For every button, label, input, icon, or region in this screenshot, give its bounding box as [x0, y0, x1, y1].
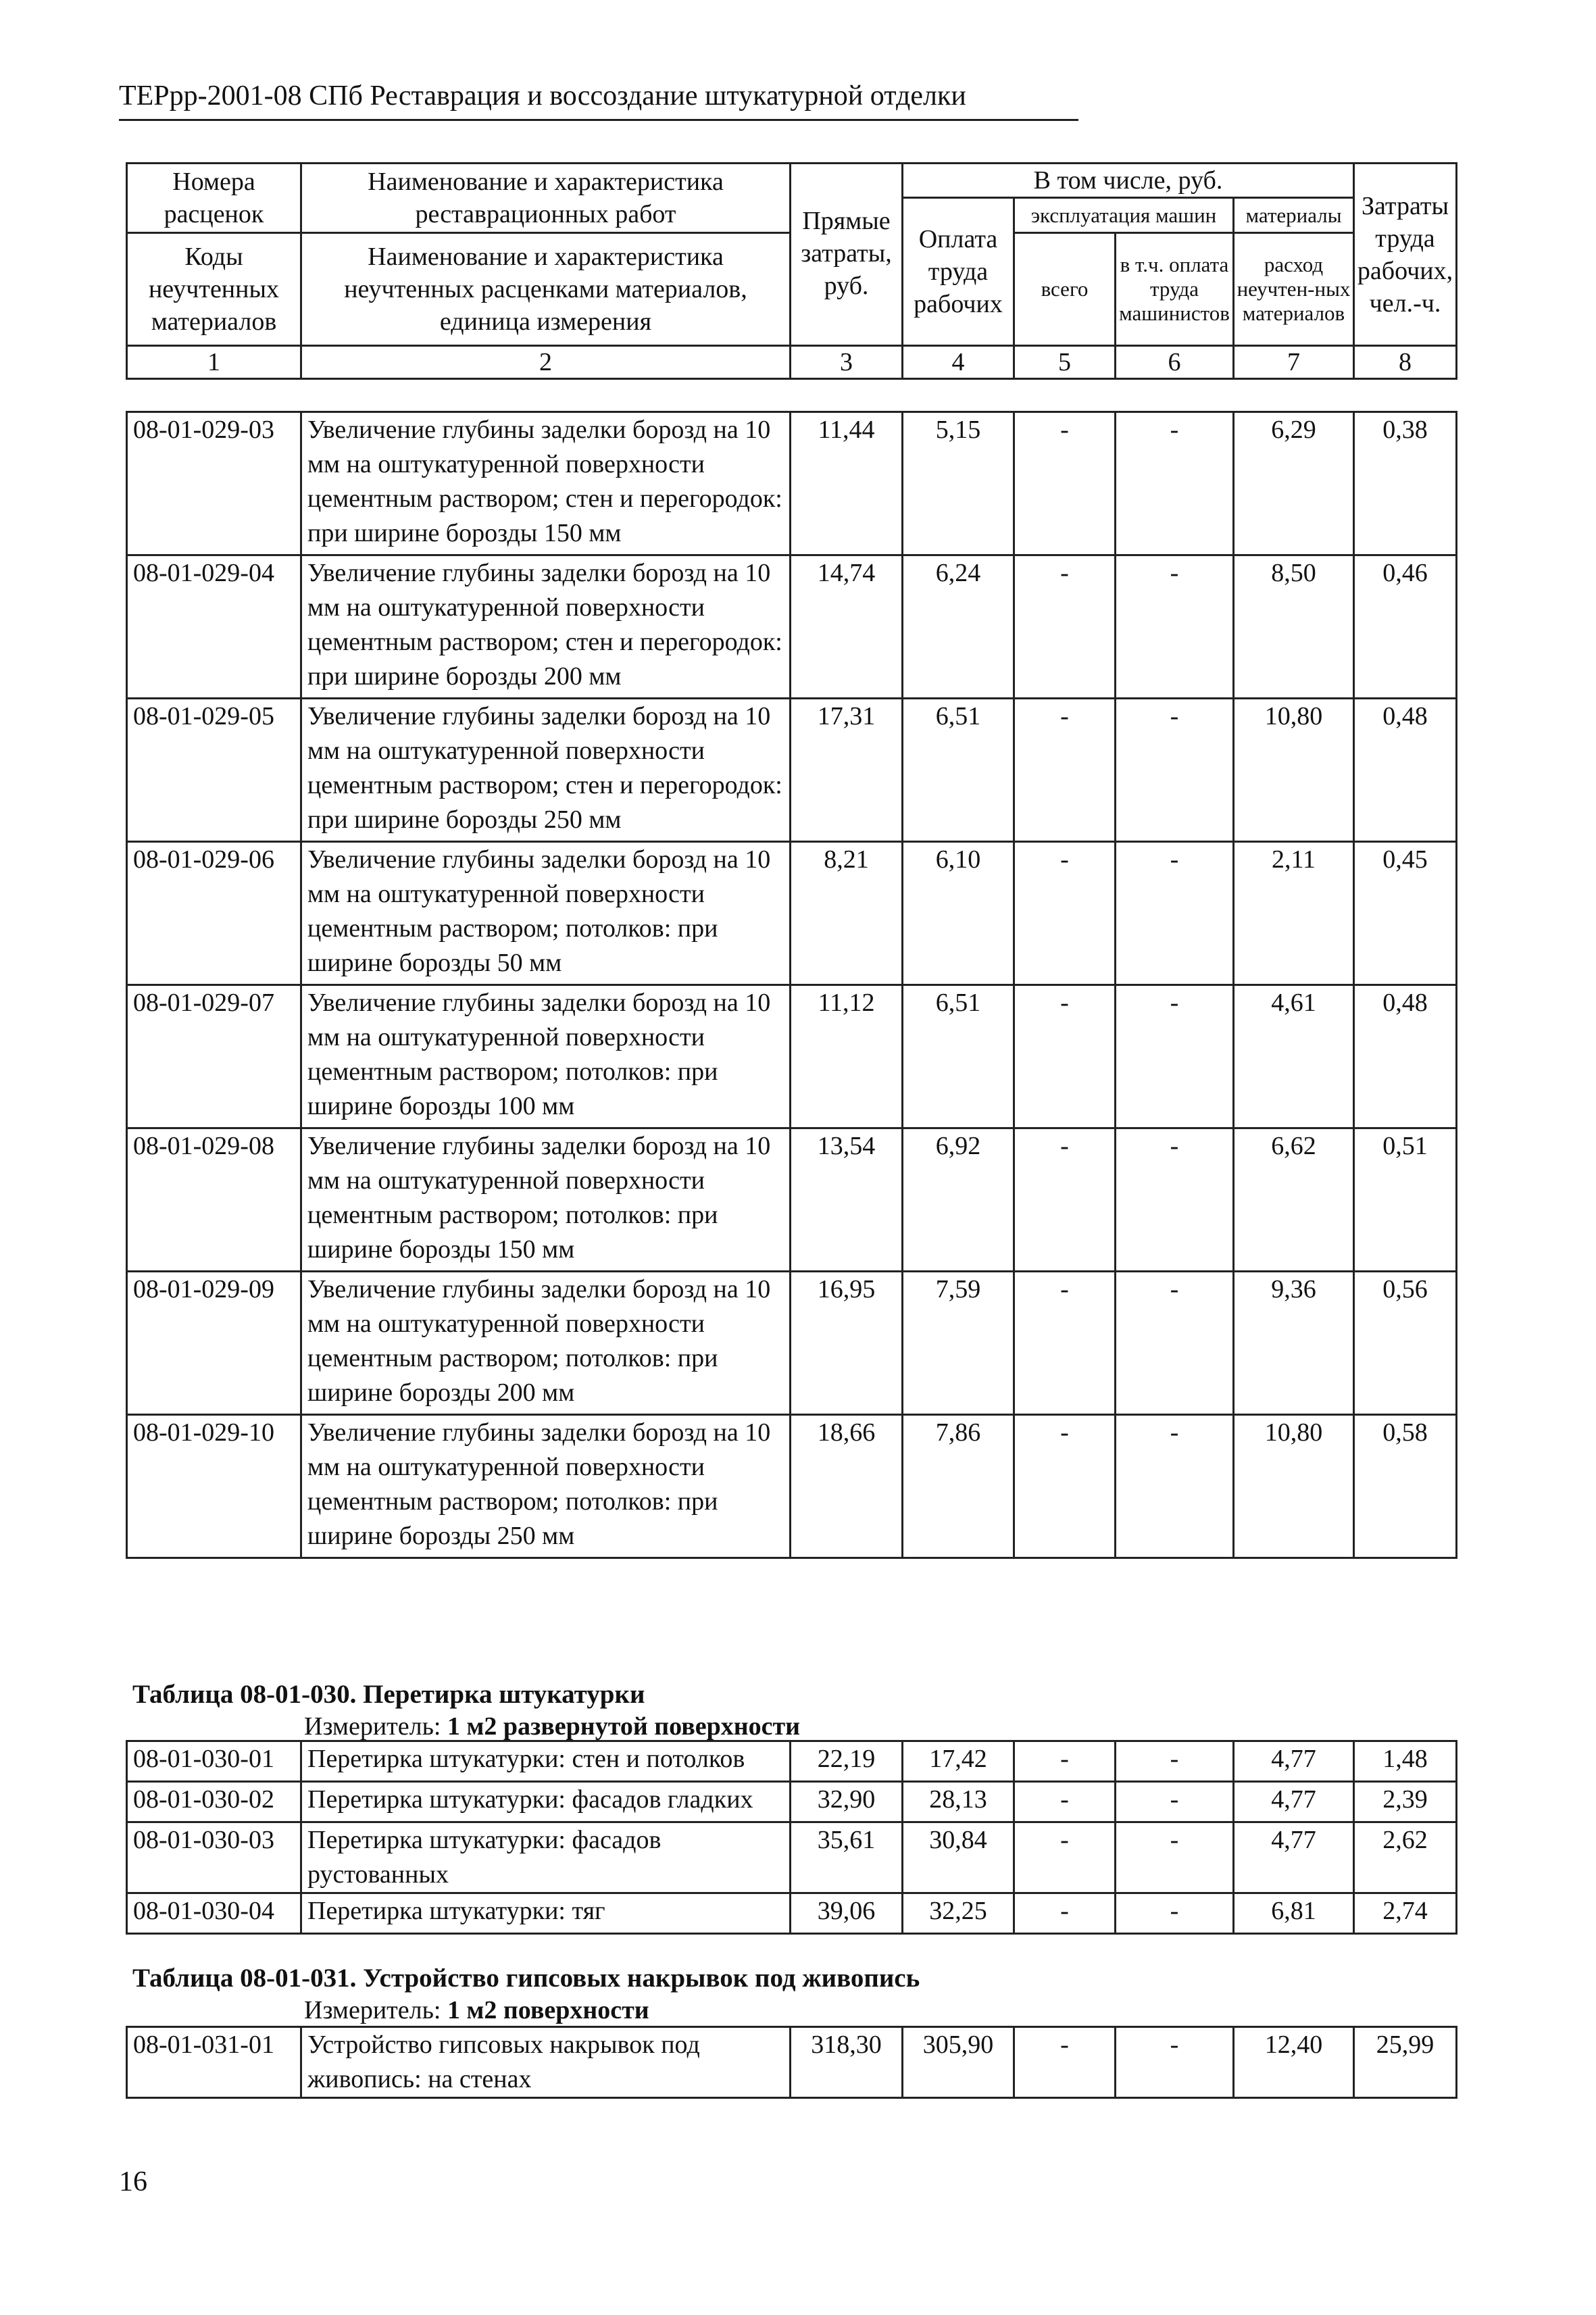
rate-code: 08-01-029-04: [127, 555, 301, 699]
machine-cost-total: -: [1014, 1822, 1116, 1893]
labor-cost: 305,90: [903, 2027, 1014, 2098]
materials-cost: 6,62: [1234, 1128, 1354, 1272]
labor-cost: 30,84: [903, 1822, 1014, 1893]
materials-cost: 4,61: [1234, 985, 1354, 1128]
table-row: [127, 1893, 1457, 1934]
machine-cost-total: -: [1014, 555, 1116, 699]
header-col1-bottom: Коды неучтенных материалов: [127, 233, 301, 346]
work-description: Увеличение глубины заделки борозд на 10 мм на оштукатуренной поверхности цементным раствором; потолков: при ширине борозды 150 мм: [301, 1128, 791, 1272]
work-description: Увеличение глубины заделки борозд на 10 мм на оштукатуренной поверхности цементным раствором; стен и перегородок: при ширине борозды 200 мм: [301, 555, 791, 699]
column-number: 2: [301, 346, 791, 379]
labor-hours: 25,99: [1354, 2027, 1457, 2098]
labor-cost: 7,59: [903, 1272, 1014, 1415]
materials-cost: 2,11: [1234, 842, 1354, 985]
running-title: ТЕРрр-2001-08 СПб Реставрация и воссоздание штукатурной отделки: [119, 76, 1078, 121]
column-number: 6: [1116, 346, 1234, 379]
materials-cost: 6,81: [1234, 1893, 1354, 1934]
table-row: [127, 555, 1457, 699]
column-number: 4: [903, 346, 1014, 379]
machine-operator-cost: -: [1116, 1822, 1234, 1893]
machine-operator-cost: -: [1116, 1893, 1234, 1934]
machine-operator-cost: -: [1116, 842, 1234, 985]
labor-cost: 6,10: [903, 842, 1014, 985]
machine-operator-cost: -: [1116, 699, 1234, 842]
labor-hours: 2,74: [1354, 1893, 1457, 1934]
table-row: [127, 842, 1457, 985]
table-row: [127, 1128, 1457, 1272]
header-col4: Оплата труда рабочих: [903, 198, 1014, 346]
work-description: Увеличение глубины заделки борозд на 10 мм на оштукатуренной поверхности цементным раствором; потолков: при ширине борозды 100 мм: [301, 985, 791, 1128]
direct-cost: 8,21: [791, 842, 903, 985]
machine-operator-cost: -: [1116, 1128, 1234, 1272]
machine-operator-cost: -: [1116, 2027, 1234, 2098]
materials-cost: 9,36: [1234, 1272, 1354, 1415]
machine-operator-cost: -: [1116, 1741, 1234, 1782]
direct-cost: 32,90: [791, 1782, 903, 1822]
work-description: Перетирка штукатурки: тяг: [301, 1893, 791, 1934]
direct-cost: 16,95: [791, 1272, 903, 1415]
labor-cost: 28,13: [903, 1782, 1014, 1822]
work-description: Увеличение глубины заделки борозд на 10 мм на оштукатуренной поверхности цементным раствором; потолков: при ширине борозды 250 мм: [301, 1415, 791, 1558]
rates-table-029: [126, 411, 1457, 1559]
table-030-title: Таблица 08-01-030. Перетирка штукатурки: [132, 1680, 645, 1709]
direct-cost: 17,31: [791, 699, 903, 842]
rate-code: 08-01-031-01: [127, 2027, 301, 2098]
table-031-measure: [304, 1994, 649, 2026]
materials-cost: 10,80: [1234, 699, 1354, 842]
column-number: 1: [127, 346, 301, 379]
header-col6: в т.ч. оплата труда машинистов: [1116, 233, 1234, 346]
labor-hours: 0,48: [1354, 699, 1457, 842]
table-row: [127, 2027, 1457, 2098]
materials-cost: 6,29: [1234, 412, 1354, 555]
labor-cost: 7,86: [903, 1415, 1014, 1558]
column-number: 3: [791, 346, 903, 379]
column-number: 8: [1354, 346, 1457, 379]
labor-hours: 0,58: [1354, 1415, 1457, 1558]
rate-code: 08-01-029-03: [127, 412, 301, 555]
column-header-table: [126, 162, 1457, 380]
rate-code: 08-01-029-07: [127, 985, 301, 1128]
direct-cost: 14,74: [791, 555, 903, 699]
work-description: Перетирка штукатурки: фасадов рустованных: [301, 1822, 791, 1893]
materials-cost: 10,80: [1234, 1415, 1354, 1558]
work-description: Увеличение глубины заделки борозд на 10 мм на оштукатуренной поверхности цементным раствором; потолков: при ширине борозды 50 мм: [301, 842, 791, 985]
machine-operator-cost: -: [1116, 1415, 1234, 1558]
page-number: 16: [119, 2166, 147, 2197]
labor-cost: 6,92: [903, 1128, 1014, 1272]
table-row: [127, 1415, 1457, 1558]
machine-cost-total: -: [1014, 985, 1116, 1128]
machine-cost-total: -: [1014, 1415, 1116, 1558]
labor-hours: 2,39: [1354, 1782, 1457, 1822]
labor-hours: 2,62: [1354, 1822, 1457, 1893]
labor-hours: 0,56: [1354, 1272, 1457, 1415]
header-materials: материалы: [1234, 198, 1354, 233]
materials-cost: 8,50: [1234, 555, 1354, 699]
header-col3: Прямые затраты, руб.: [791, 164, 903, 346]
machine-operator-cost: -: [1116, 1782, 1234, 1822]
machine-cost-total: -: [1014, 1782, 1116, 1822]
table-row: [127, 1782, 1457, 1822]
rate-code: 08-01-030-04: [127, 1893, 301, 1934]
header-col5: всего: [1014, 233, 1116, 346]
machine-cost-total: -: [1014, 1272, 1116, 1415]
machine-cost-total: -: [1014, 699, 1116, 842]
machine-operator-cost: -: [1116, 985, 1234, 1128]
table-row: [127, 1272, 1457, 1415]
column-number: 7: [1234, 346, 1354, 379]
materials-cost: 4,77: [1234, 1741, 1354, 1782]
direct-cost: 11,12: [791, 985, 903, 1128]
machine-cost-total: -: [1014, 1128, 1116, 1272]
labor-hours: 0,38: [1354, 412, 1457, 555]
labor-cost: 6,51: [903, 699, 1014, 842]
labor-cost: 32,25: [903, 1893, 1014, 1934]
table-030-measure: [304, 1710, 800, 1743]
header-col2-bottom: Наименование и характеристика неучтенных расценками материалов, единица измерения: [301, 233, 791, 346]
materials-cost: 12,40: [1234, 2027, 1354, 2098]
machine-operator-cost: -: [1116, 555, 1234, 699]
machine-cost-total: -: [1014, 1741, 1116, 1782]
labor-hours: 0,45: [1354, 842, 1457, 985]
work-description: Увеличение глубины заделки борозд на 10 мм на оштукатуренной поверхности цементным раствором; потолков: при ширине борозды 200 мм: [301, 1272, 791, 1415]
rate-code: 08-01-029-05: [127, 699, 301, 842]
labor-cost: 6,51: [903, 985, 1014, 1128]
measure-value: 1 м2 развернутой поверхности: [447, 1712, 801, 1741]
labor-cost: 17,42: [903, 1741, 1014, 1782]
labor-hours: 0,46: [1354, 555, 1457, 699]
machine-operator-cost: -: [1116, 412, 1234, 555]
table-row: [127, 699, 1457, 842]
table-row: [127, 1822, 1457, 1893]
header-col1-top: Номера расценок: [127, 164, 301, 233]
direct-cost: 39,06: [791, 1893, 903, 1934]
header-col2-top: Наименование и характеристика реставрационных работ: [301, 164, 791, 233]
column-number: 5: [1014, 346, 1116, 379]
measure-label: Измеритель:: [304, 1996, 441, 2024]
materials-cost: 4,77: [1234, 1782, 1354, 1822]
direct-cost: 35,61: [791, 1822, 903, 1893]
rate-code: 08-01-030-03: [127, 1822, 301, 1893]
direct-cost: 22,19: [791, 1741, 903, 1782]
rate-code: 08-01-030-02: [127, 1782, 301, 1822]
table-031-title: Таблица 08-01-031. Устройство гипсовых накрывок под живопись: [132, 1964, 920, 1993]
machine-cost-total: -: [1014, 412, 1116, 555]
table-row: [127, 1741, 1457, 1782]
rate-code: 08-01-029-10: [127, 1415, 301, 1558]
rate-code: 08-01-029-06: [127, 842, 301, 985]
labor-cost: 6,24: [903, 555, 1014, 699]
machine-cost-total: -: [1014, 2027, 1116, 2098]
rate-code: 08-01-030-01: [127, 1741, 301, 1782]
work-description: Увеличение глубины заделки борозд на 10 мм на оштукатуренной поверхности цементным раствором; стен и перегородок: при ширине борозды 150 мм: [301, 412, 791, 555]
rates-table-031: [126, 2026, 1457, 2099]
header-col8: Затраты труда рабочих, чел.-ч.: [1354, 164, 1457, 346]
measure-value: 1 м2 поверхности: [447, 1996, 649, 2024]
table-row: [127, 985, 1457, 1128]
measure-label: Измеритель:: [304, 1712, 441, 1741]
direct-cost: 13,54: [791, 1128, 903, 1272]
machine-operator-cost: -: [1116, 1272, 1234, 1415]
direct-cost: 11,44: [791, 412, 903, 555]
labor-hours: 0,48: [1354, 985, 1457, 1128]
direct-cost: 18,66: [791, 1415, 903, 1558]
machine-cost-total: -: [1014, 842, 1116, 985]
header-machines: эксплуатация машин: [1014, 198, 1234, 233]
machine-cost-total: -: [1014, 1893, 1116, 1934]
labor-hours: 0,51: [1354, 1128, 1457, 1272]
direct-cost: 318,30: [791, 2027, 903, 2098]
rate-code: 08-01-029-09: [127, 1272, 301, 1415]
header-group: В том числе, руб.: [903, 164, 1354, 198]
header-col7: расход неучтен-ных материалов: [1234, 233, 1354, 346]
work-description: Перетирка штукатурки: фасадов гладких: [301, 1782, 791, 1822]
rate-code: 08-01-029-08: [127, 1128, 301, 1272]
work-description: Устройство гипсовых накрывок под живопись: на стенах: [301, 2027, 791, 2098]
labor-cost: 5,15: [903, 412, 1014, 555]
materials-cost: 4,77: [1234, 1822, 1354, 1893]
table-row: [127, 412, 1457, 555]
rates-table-030: [126, 1740, 1457, 1935]
work-description: Увеличение глубины заделки борозд на 10 мм на оштукатуренной поверхности цементным раствором; стен и перегородок: при ширине борозды 250 мм: [301, 699, 791, 842]
work-description: Перетирка штукатурки: стен и потолков: [301, 1741, 791, 1782]
labor-hours: 1,48: [1354, 1741, 1457, 1782]
